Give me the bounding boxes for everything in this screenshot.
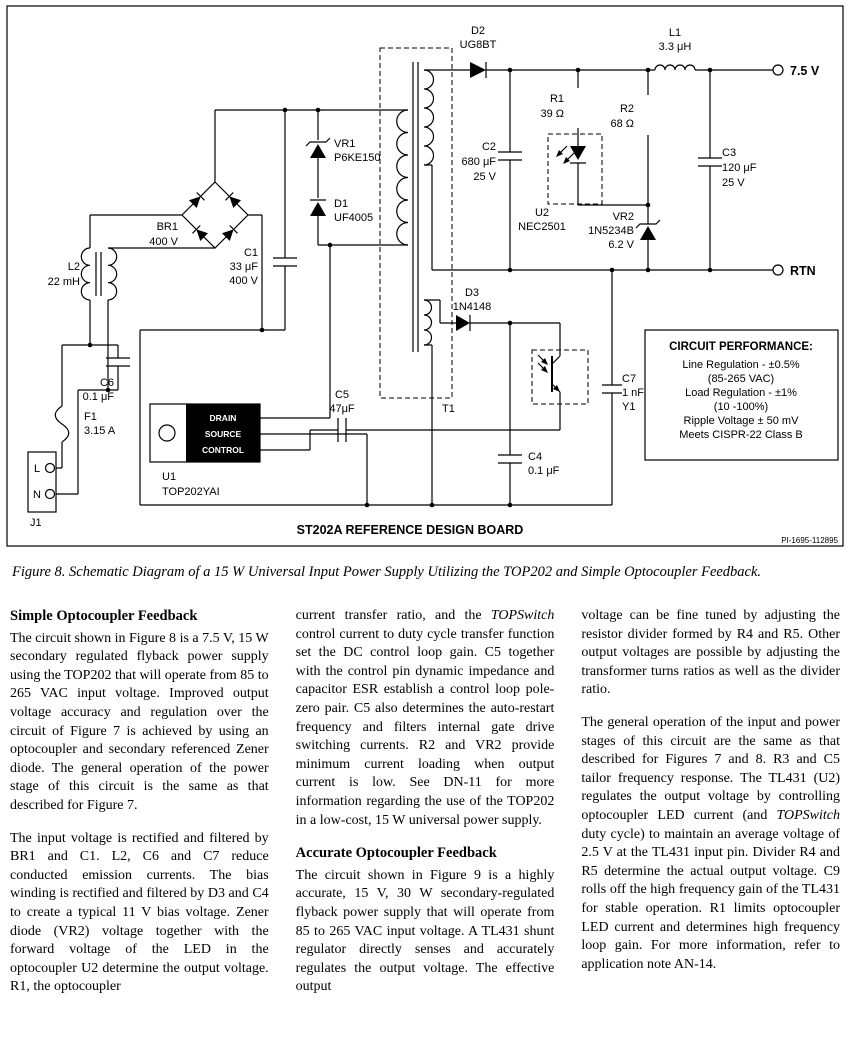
label-c2: C2 — [481, 141, 496, 153]
performance-line: Ripple Voltage ± 50 mV — [683, 415, 799, 427]
body-paragraph: The circuit shown in Figure 9 is a highly accurate, 15 V, 30 W secondary-regulated flyback power supply that will operate from 85 to 265 VAC input voltage. A TL431 shunt regulator directly senses and accurately regulates the output voltage. The effective output — [295, 867, 555, 995]
label-j1: J1 — [30, 517, 42, 529]
label-l2: L2 — [67, 261, 80, 273]
neutral-pin — [46, 490, 55, 499]
label-c5-value: 47μF — [329, 403, 355, 415]
label-f1: F1 — [84, 411, 97, 423]
bridge-rectifier-symbol — [182, 182, 248, 248]
label-output-voltage: 7.5 V — [790, 64, 820, 78]
label-c7-class: Y1 — [622, 401, 636, 413]
label-r2: R2 — [619, 103, 634, 115]
label-c6: C6 — [99, 377, 114, 389]
circuit-performance-box — [645, 330, 838, 460]
label-pin-l: L — [33, 463, 41, 475]
label-r1: R1 — [549, 93, 564, 105]
label-u1: U1 — [162, 471, 177, 483]
performance-line: (10 -100%) — [713, 401, 769, 413]
column-1 — [10, 607, 269, 1011]
label-u1-value: TOP202YAI — [162, 486, 220, 498]
optocoupler-led-outline — [548, 134, 602, 204]
label-c3-value: 120 μF — [722, 162, 757, 174]
article-columns — [0, 607, 850, 1011]
performance-line: Load Regulation - ±1% — [685, 387, 797, 399]
performance-title: CIRCUIT PERFORMANCE: — [669, 341, 813, 353]
opto-led-icon — [570, 146, 586, 160]
label-f1-value: 3.15 A — [84, 425, 116, 437]
transformer-outline — [380, 48, 452, 398]
label-vr1-value: P6KE150 — [334, 152, 381, 164]
schematic-border — [7, 6, 843, 546]
line-pin — [46, 464, 55, 473]
label-c3: C3 — [722, 147, 737, 159]
label-d2: D2 — [470, 25, 486, 37]
label-br1-value: 400 V — [149, 236, 178, 248]
label-c1-voltage: 400 V — [229, 275, 258, 287]
label-c1-value: 33 μF — [229, 261, 258, 273]
label-l2-value: 22 mH — [47, 276, 80, 288]
body-paragraph: The input voltage is rectified and filtered by BR1 and C1. L2, C6 and C7 reduce conducted emission currents. The bias winding is rectified and filtered by D3 and C4 to create a typical 11 V bias voltage. Zener diode (VR2) voltage together with the forward voltage of the LED in the optocoupler U2 determine the output voltage. R1, the optocoupler — [10, 830, 269, 995]
label-vr2-voltage: 6.2 V — [608, 239, 634, 251]
column-3 — [581, 607, 840, 1011]
label-c4-value: 0.1 μF — [528, 465, 560, 477]
body-paragraph: voltage can be fine tuned by adjusting the resistor divider formed by R4 and R5. Other output voltages are possible by adjusting the transformer turns ratios as well as the divider ratio. — [581, 608, 841, 698]
figure-part-code: PI-1695-112895 — [781, 536, 838, 545]
heading-accurate-optocoupler-feedback: Accurate Optocoupler Feedback — [295, 845, 497, 862]
label-d1: D1 — [334, 198, 349, 210]
label-c2-value: 680 μF — [461, 156, 496, 168]
label-c4: C4 — [528, 451, 543, 463]
d3-diode-icon — [456, 315, 470, 331]
label-d2-value: UG8BT — [459, 39, 497, 51]
label-c5: C5 — [334, 389, 350, 401]
vr1-zener-icon — [310, 144, 326, 158]
top202-package — [150, 404, 260, 462]
label-t1: T1 — [442, 403, 455, 415]
label-vr2: VR2 — [612, 211, 634, 223]
figure-caption: Figure 8. Schematic Diagram of a 15 W Universal Input Power Supply Utilizing the TOP202 and Simple Optocoupler Feedback. — [12, 564, 762, 580]
component-labels — [30, 25, 839, 545]
body-paragraph: The general operation of the input and power stages of this circuit are the same as that described for Figures 7 and 8. R3 and C5 tailor frequency response. The TL431 (U2) regulates the output voltage by controlling optocoupler LED current (and TOPSwitch duty cycle) to maintain an average voltage of 2.5 V at the TL431 input pin. Divider R4 and R5 determine the actual output voltage. C9 rolls off the high frequency gain of the TL431 for stable operation. R1 limits optocoupler LED current and determines high frequency loop gain. For more information, refer to application note AN-14. — [581, 714, 841, 972]
pin-label-drain: DRAIN — [209, 413, 237, 423]
label-c6-value: 0.1 μF — [82, 391, 114, 403]
label-d3-value: 1N4148 — [452, 301, 492, 313]
label-br1: BR1 — [156, 221, 178, 233]
label-c7-value: 1 nF — [622, 387, 645, 399]
mounting-hole-icon — [159, 425, 175, 441]
output-terminal — [773, 65, 783, 75]
input-connector-j1 — [28, 452, 56, 512]
pin-label-control: CONTROL — [201, 445, 245, 455]
label-r2-value: 68 Ω — [610, 118, 634, 130]
label-pin-n: N — [33, 489, 41, 501]
label-d1-value: UF4005 — [334, 212, 374, 224]
body-paragraph: The circuit shown in Figure 8 is a 7.5 V, 15 W secondary regulated flyback power supply using the TOP202 that will operate from 85 to 265 VAC input voltage. Improved output voltage accuracy and regulation over the circuit of Figure 7 is achieved by using an optocoupler and secondary referenced Zener diode. The general operation of the power stage of this circuit is the same as that described for Figure 7. — [10, 630, 269, 813]
label-vr2-value: 1N5234B — [588, 225, 634, 237]
label-c3-voltage: 25 V — [722, 177, 745, 189]
label-c2-voltage: 25 V — [473, 171, 496, 183]
label-d3: D3 — [464, 287, 480, 299]
label-r1-value: 39 Ω — [540, 108, 564, 120]
board-title: ST202A REFERENCE DESIGN BOARD — [296, 523, 524, 537]
label-l1: L1 — [668, 27, 682, 39]
vr2-zener-icon — [640, 226, 656, 240]
label-vr1: VR1 — [334, 138, 356, 150]
d1-diode-icon — [310, 202, 326, 216]
label-u2: U2 — [534, 207, 550, 219]
heading-simple-optocoupler-feedback: Simple Optocoupler Feedback — [10, 608, 198, 624]
performance-line: Meets CISPR-22 Class B — [679, 429, 803, 441]
pin-label-source: SOURCE — [204, 429, 242, 439]
label-l1-value: 3.3 μH — [658, 41, 692, 53]
label-u2-value: NEC2501 — [518, 221, 566, 233]
performance-line: (85-265 VAC) — [707, 373, 775, 385]
return-terminal — [773, 265, 783, 275]
label-c7: C7 — [622, 373, 637, 385]
performance-line: Line Regulation - ±0.5% — [682, 359, 800, 371]
label-c1: C1 — [243, 247, 258, 259]
body-paragraph: current transfer ratio, and the TOPSwitch control current to duty cycle transfer function set the DC control loop gain. C5 together with the control pin dynamic impedance and capacitor ESR establish a control loop pole-zero pair. C5 also determines the auto-restart frequency and filters internal gate drive switching currents. R2 and VR2 provide minimum current loading when output current is low. See DN-11 for more information regarding the use of the TOP202 in a low-cost, 15 W universal power supply. — [295, 608, 555, 828]
d2-diode-icon — [470, 62, 486, 78]
column-2 — [296, 607, 555, 1011]
label-return: RTN — [790, 264, 816, 278]
